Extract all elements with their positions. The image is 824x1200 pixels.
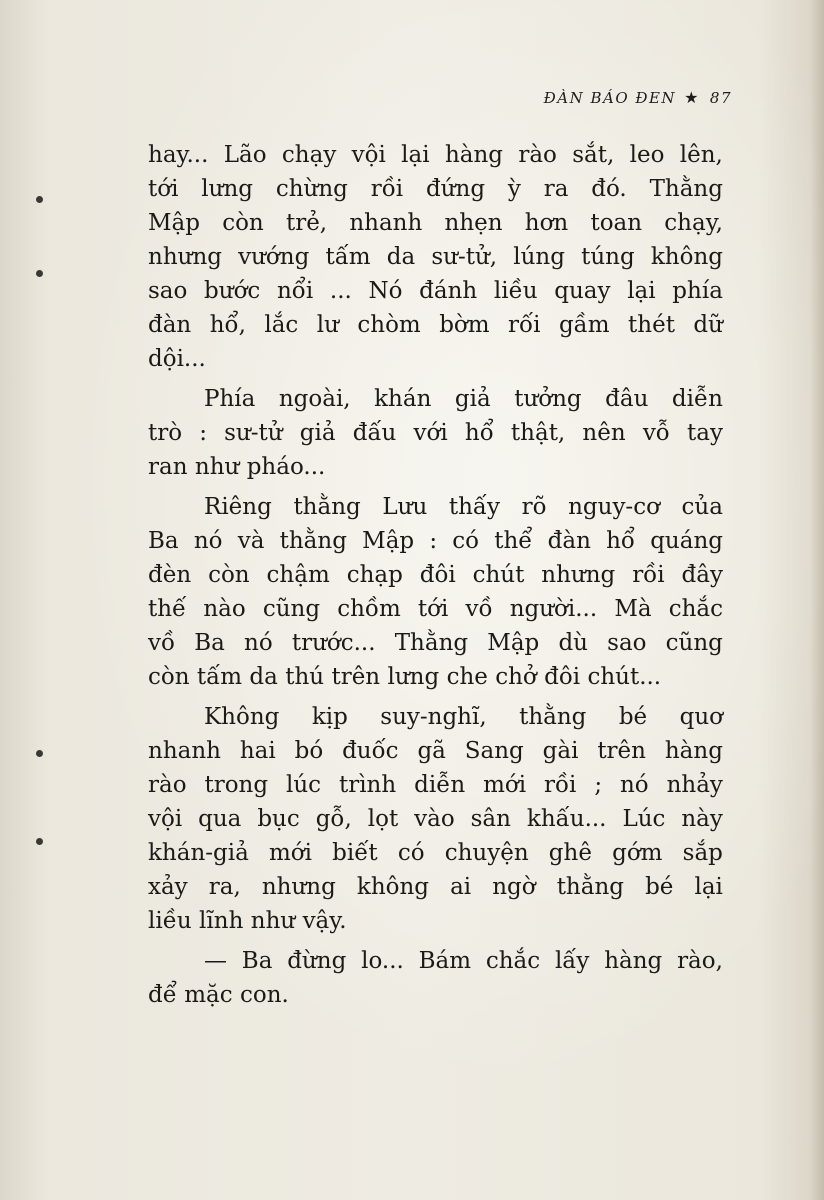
page-edge-shadow <box>810 0 824 1200</box>
binding-hole-3 <box>36 750 43 757</box>
star-icon: ★ <box>684 88 700 107</box>
book-title: ĐÀN BÁO ĐEN <box>543 89 677 107</box>
text-line: Không kịp suy-nghĩ, thằng bé quơ <box>204 704 723 730</box>
text-line: trò : sư-tử giả đấu với hổ thật, nên vỗ tay <box>148 420 723 446</box>
text-line: liều lĩnh như vậy. <box>148 908 347 934</box>
text-line: đàn hổ, lắc lư chòm bờm rối gầm thét dữ <box>148 312 723 338</box>
text-line: ran như pháo... <box>148 454 326 480</box>
text-line: đèn còn chậm chạp đôi chút nhưng rồi đây <box>148 562 723 588</box>
text-line: Phía ngoài, khán giả tưởng đâu diễn <box>204 386 723 412</box>
text-line: nhanh hai bó đuốc gã Sang gài trên hàng <box>148 738 723 764</box>
text-line: khán-giả mới biết có chuyện ghê gớm sắp <box>148 840 723 866</box>
text-line: Riêng thằng Lưu thấy rõ nguy-cơ của <box>204 494 723 520</box>
text-line: — Ba đừng lo... Bám chắc lấy hàng rào, <box>204 948 723 974</box>
body-text <box>148 138 723 1012</box>
text-line: thế nào cũng chồm tới vồ người... Mà chắc <box>148 596 723 622</box>
text-line: tới lưng chừng rồi đứng ỳ ra đó. Thằng <box>148 176 723 202</box>
binding-hole-1 <box>36 196 43 203</box>
text-line: để mặc con. <box>148 982 289 1008</box>
text-line: dội... <box>148 346 206 372</box>
binding-hole-4 <box>36 838 43 845</box>
text-line: Ba nó và thằng Mập : có thể đàn hổ quáng <box>148 528 723 554</box>
running-header <box>544 88 732 107</box>
text-line: vồ Ba nó trước... Thằng Mập dù sao cũng <box>148 630 723 656</box>
text-line: nhưng vướng tấm da sư-tử, lúng túng không <box>148 244 723 270</box>
text-line: sao bước nổi ... Nó đánh liều quay lại phía <box>148 278 723 304</box>
binding-hole-2 <box>36 270 43 277</box>
text-line: Mập còn trẻ, nhanh nhẹn hơn toan chạy, <box>148 210 723 236</box>
text-line: xảy ra, nhưng không ai ngờ thằng bé lại <box>148 874 723 900</box>
text-line: hay... Lão chạy vội lại hàng rào sắt, leo lên, <box>148 142 723 168</box>
text-line: rào trong lúc trình diễn mới rồi ; nó nhảy <box>148 772 723 798</box>
text-line: vội qua bục gỗ, lọt vào sân khấu... Lúc này <box>148 806 723 832</box>
page-number: 87 <box>709 89 732 107</box>
text-line: còn tấm da thú trên lưng che chở đôi chút... <box>148 664 662 690</box>
